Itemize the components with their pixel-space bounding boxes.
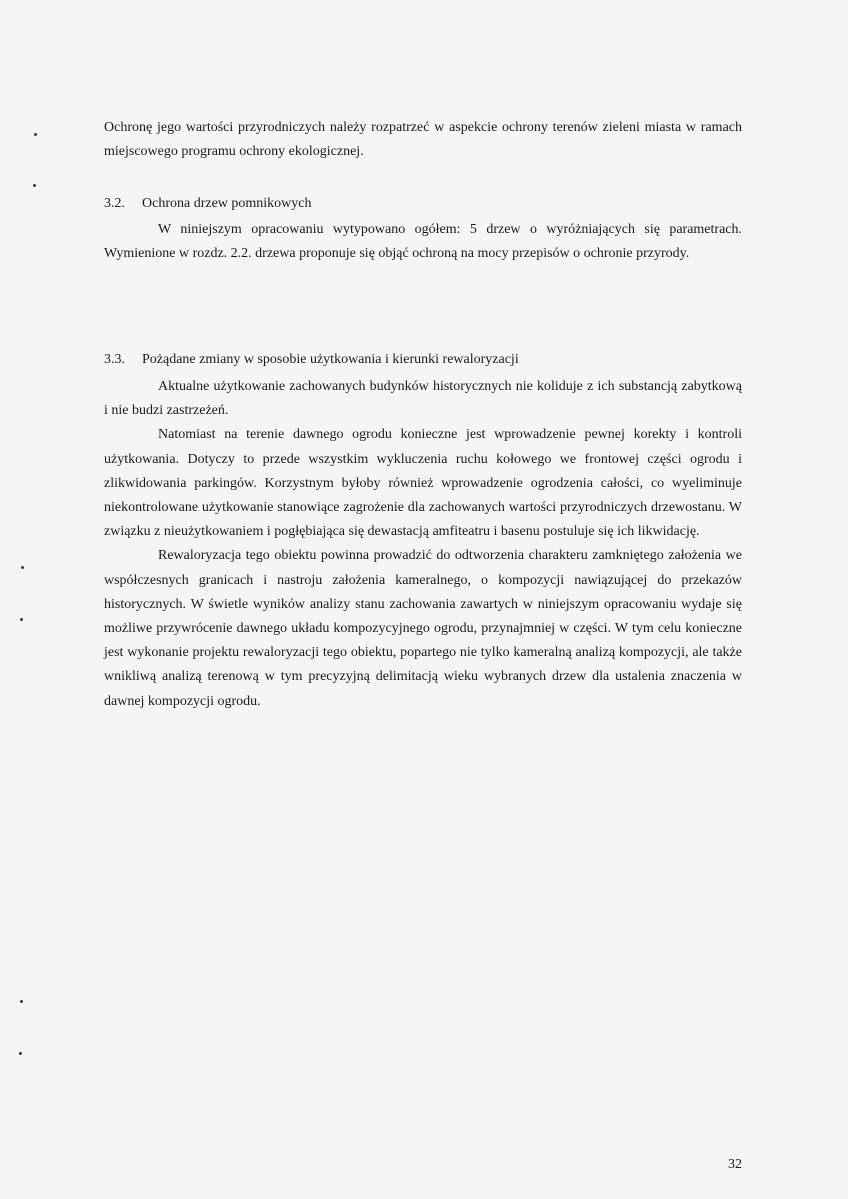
section-3-2-heading: [104, 194, 312, 214]
scan-mark: [19, 1052, 22, 1055]
scan-mark: [34, 133, 37, 136]
section-3-2-paragraph: W niniejszym opracowaniu wytypowano ogółem: 5 drzew o wyróżniających się parametrach. Wymienione w rozdz. 2.2. drzewa proponuje się objąć ochroną na mocy przepisów o ochronie przyrody.: [104, 222, 742, 262]
intro-block: [104, 116, 742, 164]
scan-mark: [33, 184, 36, 187]
section-3-2-number: 3.2.: [104, 196, 125, 211]
section-3-2-body: [104, 218, 742, 266]
scan-mark: [21, 566, 24, 569]
section-3-2-title: Ochrona drzew pomnikowych: [142, 196, 312, 211]
scan-mark: [20, 618, 23, 621]
scan-mark: [20, 1000, 23, 1003]
section-3-3-title: Pożądane zmiany w sposobie użytkowania i kierunki rewaloryzacji: [142, 352, 519, 367]
intro-paragraph: Ochronę jego wartości przyrodniczych należy rozpatrzeć w aspekcie ochrony terenów zieleni miasta w ramach miejscowego programu ochrony ekologicznej.: [104, 120, 742, 160]
section-3-3-paragraph-1: Aktualne użytkowanie zachowanych budynków historycznych nie koliduje z ich substancją zabytkową i nie budzi zastrzeżeń.: [104, 379, 742, 419]
page-number: 32: [728, 1157, 742, 1172]
section-3-3-paragraph-2: Natomiast na terenie dawnego ogrodu konieczne jest wprowadzenie pewnej korekty i kontroli użytkowania. Dotyczy to przede wszystkim wykluczenia ruchu kołowego we frontowej części ogrodu i zlikwidowania parkingów. Korzystnym byłoby również wprowadzenie ogrodzenia całości, co wyeliminuje niekontrolowane użytkowanie stanowiące zagrożenie dla zachowanych wartości przyrodniczych drzewostanu. W związku z nieużytkowaniem i pogłębiająca się dewastacją amfiteatru i basenu postuluje się ich likwidację.: [104, 427, 742, 540]
section-3-3-paragraph-3: Rewaloryzacja tego obiektu powinna prowadzić do odtworzenia charakteru zamkniętego założenia we współczesnych granicach i nastroju założenia kameralnego, o kompozycji nawiązującej do przekazów historycznych. W świetle wyników analizy stanu zachowania zawartych w niniejszym opracowaniu wydaje się możliwe przywrócenie dawnego układu kompozycyjnego ogrodu, przynajmniej w części. W tym celu konieczne jest wykonanie projektu rewaloryzacji tego obiektu, popartego nie tylko kameralną analizą kompozycji, ale także wnikliwą analizą terenową w tym precyzyjną delimitacją wieku wybranych drzew dla ustalenia znaczenia w dawnej kompozycji ogrodu.: [104, 548, 742, 709]
section-3-3-number: 3.3.: [104, 352, 125, 367]
section-3-3-body: [104, 375, 742, 714]
section-3-3-heading: [104, 350, 519, 370]
